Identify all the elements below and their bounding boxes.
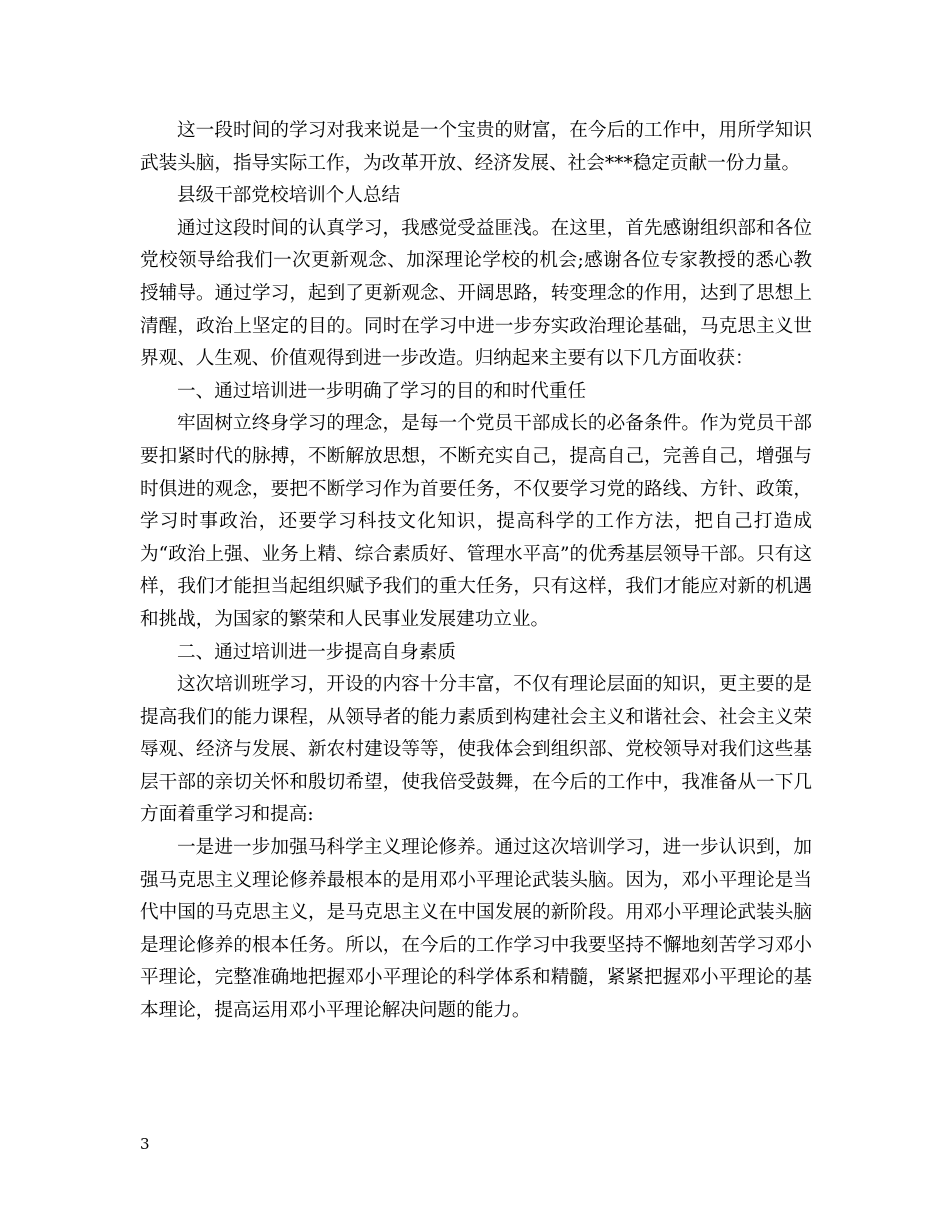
section-title: 县级干部党校培训个人总结 <box>177 185 401 207</box>
paragraph-part-two: 这次培训班学习，开设的内容十分丰富，不仅有理论层面的知识，更主要的是提高我们的能力课程，从领导者的能力素质到构建社会主义和谐社会、社会主义荣辱观、经济与发展、新农村建设等等，使我体会到组织部、党校领导对我们这些基层干部的亲切关怀和殷切希望，使我倍受鼓舞，在今后的工作中，我准备从一下几方面着重学习和提高: <box>140 674 812 826</box>
body-text <box>140 115 812 1028</box>
paragraph-part-one: 牢固树立终身学习的理念，是每一个党员干部成长的必备条件。作为党员干部要扣紧时代的脉搏，不断解放思想，不断充实自己，提高自己，完善自己，增强与时俱进的观念，要把不断学习作为首要任务，不仅要学习党的路线、方针、政策，学习时事政治，还要学习科技文化知识，提高科学的工作方法，把自己打造成为“政治上强、业务上精、综合素质好、管理水平高”的优秀基层领导干部。只有这样，我们才能担当起组织赋予我们的重大任务，只有这样，我们才能应对新的机遇和挑战，为国家的繁荣和人民事业发展建功立业。 <box>140 413 812 630</box>
paragraph-intro: 通过这段时间的认真学习，我感觉受益匪浅。在这里，首先感谢组织部和各位党校领导给我们一次更新观念、加深理论学校的机会;感谢各位专家教授的悉心教授辅导。通过学习，起到了更新观念、开阔思路，转变理念的作用，达到了思想上清醒，政治上坚定的目的。同时在学习中进一步夯实政治理论基础，马克思主义世界观、人生观、价值观得到进一步改造。归纳起来主要有以下几方面收获： <box>140 217 812 370</box>
paragraph-point-one: 一是进一步加强马科学主义理论修养。通过这次培训学习，进一步认识到，加强马克思主义理论修养最根本的是用邓小平理论武装头脑。因为，邓小平理论是当代中国的马克思主义，是马克思主义在中国发展的新阶段。用邓小平理论武装头脑是理论修养的根本任务。所以，在今后的工作学习中我要坚持不懈地刻苦学习邓小平理论，完整准确地把握邓小平理论的科学体系和精髓，紧紧把握邓小平理论的基本理论，提高运用邓小平理论解决问题的能力。 <box>140 837 812 1022</box>
page-number: 3 <box>140 1135 150 1153</box>
paragraph-closing-remark: 这一段时间的学习对我来说是一个宝贵的财富，在今后的工作中，用所学知识武装头脑，指导实际工作，为改革开放、经济发展、社会***稳定贡献一份力量。 <box>140 120 812 174</box>
heading-part-one: 一、通过培训进一步明确了学习的目的和时代重任 <box>177 380 587 402</box>
heading-part-two: 二、通过培训进一步提高自身素质 <box>177 641 456 663</box>
